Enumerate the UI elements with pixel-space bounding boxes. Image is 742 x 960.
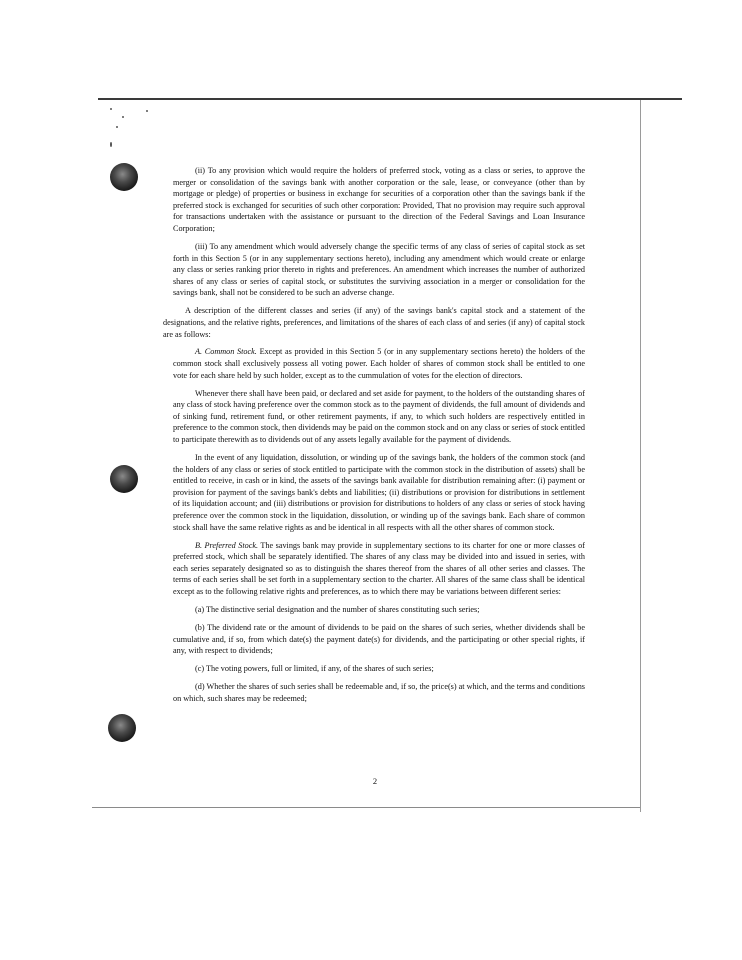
page-number: 2 [372, 776, 378, 786]
paragraph-item-c: (c) The voting powers, full or limited, if any, of the shares of such series; [195, 664, 434, 674]
scan-speck [116, 126, 118, 128]
bottom-border-line [92, 807, 640, 808]
section-heading-common-stock: A. Common Stock. [195, 347, 257, 357]
paragraph-item-a: (a) The distinctive serial designation and the number of shares constituting such series; [195, 604, 480, 614]
section-heading-preferred-stock: B. Preferred Stock. [195, 540, 259, 550]
paragraph-liquidation: In the event of any liquidation, dissolution, or winding up of the savings bank, the holders of the common stock (and the holders of any class or series of stock entitled to participate with the common stock in the distribution of assets) shall be entitled to receive, in cash or in kind, the assets of the savings bank available for distribution remaining after: (i) payment or provision for payment of the savings bank's debts and liabilities; (ii) distributions or provision for distributions in settlement of its liquidation account; and (iii) distributions or provision for distributions to holders of any class or series of stock having preference over the common stock in the liquidation, dissolution, or winding up of the savings bank. Each share of common stock shall have the same relative rights as and be identical in all respects with all the other shares of common stock. [173, 453, 585, 532]
right-border-line [640, 100, 641, 812]
paragraph-iii: (iii) To any amendment which would adversely change the specific terms of any class of series of capital stock as set forth in this Section 5 (or in any supplementary sections hereto), including any amendment which would create or enlarge any class or series ranking prior thereto in rights and preferences. An amendment which increases the number of authorized shares of any class or series of capital stock, or substitutes the surviving association in a merger or consolidation for the savings bank, shall not be considered to be such an adverse change. [173, 241, 585, 298]
punch-hole-top [110, 163, 138, 191]
top-border-line [98, 98, 682, 100]
paragraph-ii: (ii) To any provision which would require the holders of preferred stock, voting as a class or series, to approve the merger or consolidation of the savings bank with another corporation or the sale, lease, or conveyance (other than by mortgage or pledge) of properties or business in exchange for securities of a corporation other than the savings bank if the preferred stock is exchanged for securities of such other corporation: Provided, That no provision may require such approval for transactions undertaken with the assistance or pursuant to the direction of the Federal Savings and Loan Insurance Corporation; [173, 166, 585, 233]
punch-hole-bottom [108, 714, 136, 742]
scan-speck [146, 110, 148, 112]
paragraph-common-stock [173, 346, 585, 381]
paragraph-text: The savings bank may provide in supplementary sections to its charter for one or more classes of preferred stock, which shall be separately identified. The shares of any class may be divided into and issued in series, with each series separately designated so as to distinguish the shares thereof from the shares of all other series and classes. The terms of each series shall be set forth in a supplementary section to the charter. All shares of the same class shall be identical except as to the following relative rights and preferences, as to which there may be variations between different series: [173, 540, 585, 596]
paragraph-preferred-stock [173, 540, 585, 598]
punch-hole-middle [110, 465, 138, 493]
paragraph-dividends: Whenever there shall have been paid, or declared and set aside for payment, to the holders of the outstanding shares of any class of stock having preference over the common stock as to the payment of dividends, the full amount of dividends and of sinking fund, retirement fund, or other retirement payments, if any, to which such holders are respectively entitled in preference to the common stock, then dividends may be paid on the common stock and on any class or series of stock entitled to participate therewith as to dividends out of any assets legally available for the payment of dividends. [173, 388, 585, 445]
document-body [163, 165, 585, 711]
paragraph-item-b: (b) The dividend rate or the amount of dividends to be paid on the shares of such series, whether dividends shall be cumulative and, if so, from which date(s) the payment date(s) for dividends, and the participating or other special rights, if any, with respect to dividends; [173, 622, 585, 656]
scan-speck [110, 108, 112, 110]
scan-speck [110, 142, 112, 147]
scan-speck [122, 116, 124, 118]
paragraph-intro: A description of the different classes and series (if any) of the savings bank's capital stock and a statement of the designations, and the relative rights, preferences, and limitations of the shares of each class of and series (if any) of capital stock are as follows: [163, 306, 585, 339]
paragraph-item-d: (d) Whether the shares of such series shall be redeemable and, if so, the price(s) at which, and the terms and conditions on which, such shares may be redeemed; [173, 682, 585, 703]
paragraph-text: Except as provided in this Section 5 (or in any supplementary sections hereto) the holders of the common stock shall exclusively possess all voting power. Each holder of shares of common stock shall be entitled to one vote for each share held by such holder, except as to the cummulation of votes for the election of directors. [173, 347, 585, 380]
